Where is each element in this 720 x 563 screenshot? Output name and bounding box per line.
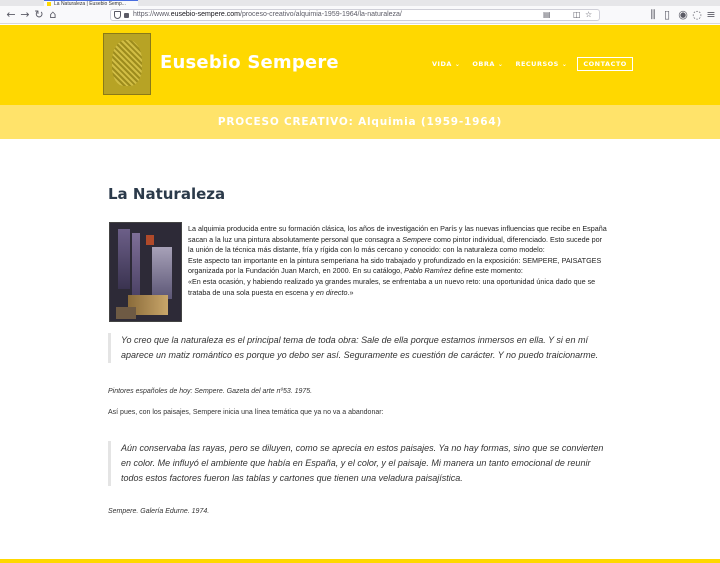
intro-paragraph-2: Este aspecto tan importante en la pintura semperiana ha sido trabajado y profundizado en la exposición: SEMPERE, PAISATGES organizada por la Fundación Juan March, en 2000. En su catálogo, Pablo Ramírez define este momento: (188, 255, 602, 276)
artwork-image[interactable] (109, 222, 182, 322)
menu-item-contacto[interactable] (577, 57, 632, 71)
citation-2: Sempere. Galería Edurne. 1974. (108, 508, 210, 515)
body-paragraph: Así pues, con los paisajes, Sempere inicia una línea temática que ya no va a abandonar: (108, 409, 384, 416)
menu-item-label: VIDA (432, 60, 452, 68)
account-icon[interactable]: ◉ (678, 8, 688, 21)
intro-paragraph-3: «En esta ocasión, y habiendo realizado ya grandes murales, se enfrentaba a un nuevo reto: una oportunidad única dado que se trataba de una sola puesta en escena y en directo.» (188, 276, 596, 297)
url-host: eusebio-sempere.com (170, 11, 240, 18)
menu-item-recursos[interactable] (509, 57, 573, 71)
menu-item-label: CONTACTO (583, 60, 627, 68)
home-icon[interactable]: ⌂ (49, 8, 57, 21)
intro-text (188, 224, 608, 298)
sidebar-icon[interactable]: ▯ (663, 8, 671, 21)
section-banner-title: PROCESO CREATIVO: Alquimia (1959-1964) (217, 116, 503, 128)
section-banner (0, 105, 720, 139)
chevron-down-icon: ⌄ (497, 61, 504, 68)
reader-view-icon[interactable]: ▤ (543, 10, 551, 19)
citation-1: Pintores españoles de hoy: Sempere. Gazeta del arte nº53. 1975. (108, 388, 313, 395)
forward-icon[interactable]: → (20, 8, 30, 21)
blockquote-1: Yo creo que la naturaleza es el principal tema de toda obra: Sale de ella porque estamos inmersos en ella. Y si en mí aparece un matiz romántico es porque yo debo ser así. Seguramente es cuestión de carácter. Y no puedo traicionarme. (108, 333, 613, 363)
back-icon[interactable]: ← (6, 8, 16, 21)
url-path: /proceso-creativo/alquimia-1959-1964/la-naturaleza/ (240, 11, 402, 18)
library-icon[interactable]: ⫼ (650, 8, 656, 21)
menu-item-vida[interactable] (426, 57, 466, 71)
extension-icon[interactable]: ◌ (692, 8, 702, 21)
chevron-down-icon: ⌄ (454, 61, 461, 68)
menu-item-label: OBRA (472, 60, 495, 68)
footer-divider (0, 559, 720, 563)
tab-title: La Naturaleza | Eusebio Semp... (54, 1, 126, 6)
main-menu (426, 57, 633, 71)
address-bar[interactable] (110, 9, 600, 21)
chevron-down-icon: ⌄ (561, 61, 568, 68)
pocket-icon[interactable]: ◫ (573, 10, 581, 19)
site-header (0, 25, 720, 105)
blockquote-2: Aún conservaba las rayas, pero se diluyen, como se aprecia en estos paisajes. Ya no hay formas, sino que se convierten en color. Me influyó el ambiente que había en España, y el color, y el paisaje. Mi manera un tanto emocional de reunir todos estos factores fueron las tablas y cartones que tienen una veladura paisajística. (108, 441, 613, 486)
browser-toolbar (0, 6, 720, 24)
menu-item-obra[interactable] (466, 57, 509, 71)
menu-item-label: RECURSOS (515, 60, 559, 68)
url-prefix: https://www. (133, 11, 171, 18)
menu-icon[interactable]: ≡ (706, 8, 716, 21)
page-title: La Naturaleza (108, 185, 226, 203)
site-title[interactable]: Eusebio Sempere (160, 52, 339, 73)
bookmark-star-icon[interactable]: ☆ (585, 10, 593, 19)
intro-paragraph-1: La alquimia producida entre su formación clásica, los años de investigación en París y las nuevas influencias que recibe en España sacan a la luz una pintura absolutamente personal que consagra a Sempere como pintor individual, diferenciado. Esto sucede por la unión de la técnica más distante, fría y rígida con lo más cercano y conocido: con la naturaleza como modelo: (188, 224, 607, 255)
shield-icon[interactable] (114, 11, 121, 19)
logo-portrait-icon (112, 40, 142, 86)
reload-icon[interactable]: ↻ (34, 8, 44, 21)
lock-icon[interactable] (124, 13, 129, 18)
site-logo[interactable] (103, 33, 151, 95)
